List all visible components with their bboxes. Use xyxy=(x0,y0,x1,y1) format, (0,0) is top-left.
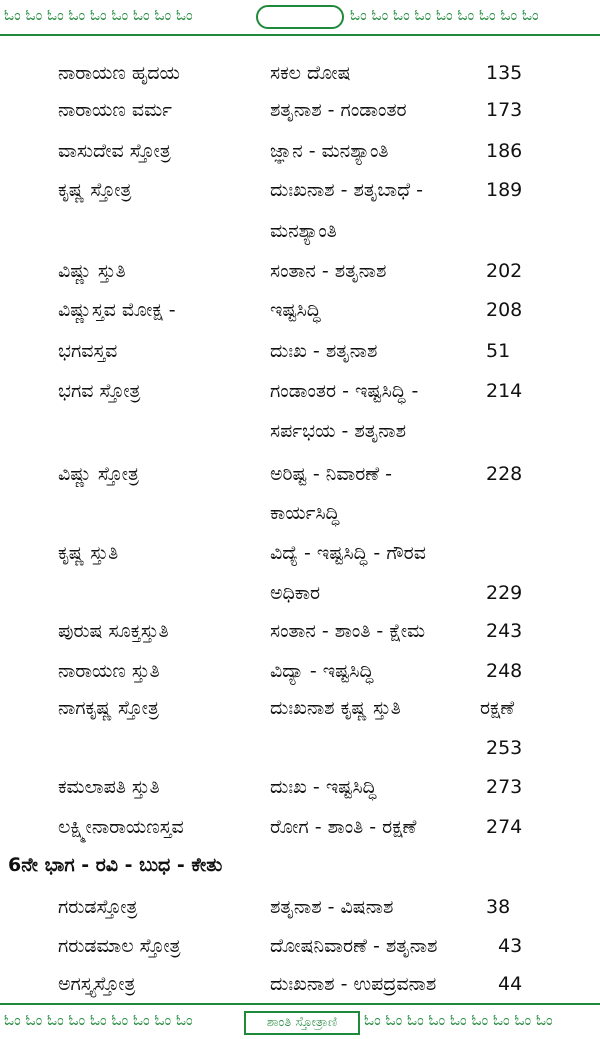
entry-name: ಅಗಸ್ತ್ಯಸ್ತೋತ್ರ xyxy=(58,973,136,995)
entry-page: 43 xyxy=(498,935,523,957)
entry-name: ವಾಸುದೇವ ಸ್ತೋತ್ರ xyxy=(58,140,171,162)
entry-benefit: ದುಃಖ - ಇಷ್ಟಸಿದ್ಧಿ xyxy=(270,776,377,798)
entry-name: ಗರುಡಸ್ತೋತ್ರ xyxy=(58,896,138,918)
entry-name: ಲಕ್ಷ್ಮೀನಾರಾಯಣಸ್ತವ xyxy=(58,816,184,838)
entry-name: ವಿಷ್ಣು ಸ್ತೋತ್ರ xyxy=(58,463,139,485)
entry-name: ನಾರಾಯಣ ಹೃದಯ xyxy=(58,62,180,84)
entry-benefit: ಸಕಲ ದೋಷ xyxy=(270,62,351,84)
entry-page: 44 xyxy=(498,973,523,995)
entry-benefit: ಜ್ಞಾನ - ಮನಶ್ಯಾಂತಿ xyxy=(270,140,389,162)
entry-name: ವಿಷ್ಣುಸ್ತವ ಮೋಕ್ಷ - xyxy=(58,299,176,321)
entry-benefit: ಕಾರ್ಯಸಿದ್ಧಿ xyxy=(270,502,340,524)
entry-page: 135 xyxy=(486,62,523,84)
entry-benefit: ಇಷ್ಟಸಿದ್ಧಿ xyxy=(270,299,321,321)
entry-page: 229 xyxy=(486,582,523,604)
footer-om-pattern-left: ಓಂ ಓಂ ಓಂ ಓಂ ಓಂ ಓಂ ಓಂ ಓಂ ಓಂ xyxy=(4,1011,193,1029)
entry-page: 38 xyxy=(486,896,511,918)
entry-benefit: ದುಃಖನಾಶ - ಶತೃಬಾಧೆ - xyxy=(270,179,424,201)
entry-benefit: ಶತೃನಾಶ - ಗಂಡಾಂತರ xyxy=(270,99,407,121)
entry-benefit: ಸರ್ಪಭಯ - ಶತೃನಾಶ xyxy=(270,420,406,442)
entry-benefit: ದುಃಖ - ಶತೃನಾಶ xyxy=(270,340,378,362)
section-heading: 6ನೇ ಭಾಗ - ರವಿ - ಬುಧ - ಕೇತು xyxy=(8,854,223,876)
entry-page: 173 xyxy=(486,99,523,121)
entry-benefit: ದೋಷನಿವಾರಣೆ - ಶತೃನಾಶ xyxy=(270,935,438,957)
entry-benefit: ವಿದ್ಯಾ - ಇಷ್ಟಸಿದ್ಧಿ xyxy=(270,660,374,682)
entry-page: 253 xyxy=(486,737,523,759)
entry-page: 228 xyxy=(486,463,523,485)
entry-name: ಗರುಡಮಾಲ ಸ್ತೋತ್ರ xyxy=(58,935,181,957)
entry-benefit: ಸಂತಾನ - ಶಾಂತಿ - ಕ್ಷೇಮ xyxy=(270,620,426,642)
entry-page: 202 xyxy=(486,260,523,282)
entry-page: 248 xyxy=(486,660,523,682)
entry-page: 274 xyxy=(486,816,523,838)
entry-name: ಕಮಲಾಪತಿ ಸ್ತುತಿ xyxy=(58,776,160,798)
entry-page: 51 xyxy=(486,340,511,362)
entry-page: 186 xyxy=(486,140,523,162)
entry-benefit: ಮನಶ್ಯಾಂತಿ xyxy=(270,220,337,242)
entry-page: 243 xyxy=(486,620,523,642)
entry-benefit: ರೋಗ - ಶಾಂತಿ - ರಕ್ಷಣೆ xyxy=(270,816,417,838)
entry-benefit: ಸಂತಾನ - ಶತೃನಾಶ xyxy=(270,260,387,282)
entry-page: ರಕ್ಷಣೆ xyxy=(480,697,515,719)
footer-om-pattern-right: ಓಂ ಓಂ ಓಂ ಓಂ ಓಂ ಓಂ ಓಂ ಓಂ ಓಂ xyxy=(364,1011,553,1029)
entry-name: ಪುರುಷ ಸೂಕ್ತಸ್ತುತಿ xyxy=(58,620,169,642)
entry-benefit: ವಿದ್ಯೆ - ಇಷ್ಟಸಿದ್ಧಿ - ಗೌರವ xyxy=(270,542,426,564)
footer-border-band xyxy=(0,1003,600,1039)
header-om-pattern-right: ಓಂ ಓಂ ಓಂ ಓಂ ಓಂ ಓಂ ಓಂ ಓಂ ಓಂ xyxy=(350,6,539,24)
entry-name: ಭಗವ ಸ್ತೋತ್ರ xyxy=(58,380,141,402)
entry-page: 189 xyxy=(486,179,523,201)
header-om-pattern-left: ಓಂ ಓಂ ಓಂ ಓಂ ಓಂ ಓಂ ಓಂ ಓಂ ಓಂ xyxy=(4,6,193,24)
entry-name: ನಾರಾಯಣ ವರ್ಮ xyxy=(58,99,172,121)
entry-page: 273 xyxy=(486,776,523,798)
entry-name: ಕೃಷ್ಣ ಸ್ತುತಿ xyxy=(58,542,119,564)
entry-benefit: ಗಂಡಾಂತರ - ಇಷ್ಟಸಿದ್ಧಿ - xyxy=(270,380,419,402)
header-pill-ornament xyxy=(256,5,344,29)
entry-benefit: ಶತೃನಾಶ - ವಿಷನಾಶ xyxy=(270,896,394,918)
entry-page: 208 xyxy=(486,299,523,321)
entry-benefit: ಅರಿಷ್ಟ - ನಿವಾರಣೆ - xyxy=(270,463,393,485)
entry-benefit: ಅಧಿಕಾರ xyxy=(270,582,321,604)
entry-name: ಕೃಷ್ಣ ಸ್ತೋತ್ರ xyxy=(58,179,132,201)
entry-page: 214 xyxy=(486,380,523,402)
entry-benefit: ದುಃಖನಾಶ ಕೃಷ್ಣ ಸ್ತುತಿ xyxy=(270,697,401,719)
entry-name: ನಾಗಕೃಷ್ಣ ಸ್ತೋತ್ರ xyxy=(58,697,159,719)
header-border-band xyxy=(0,0,600,36)
footer-title-box: ಶಾಂತಿ ಸ್ತೋತ್ರಾಣಿ xyxy=(244,1011,360,1035)
entry-benefit: ದುಃಖನಾಶ - ಉಪದ್ರವನಾಶ xyxy=(270,973,437,995)
entry-name: ಭಗವಸ್ತವ xyxy=(58,340,118,362)
entry-name: ವಿಷ್ಣು ಸ್ತುತಿ xyxy=(58,260,126,282)
entry-name: ನಾರಾಯಣ ಸ್ತುತಿ xyxy=(58,660,160,682)
